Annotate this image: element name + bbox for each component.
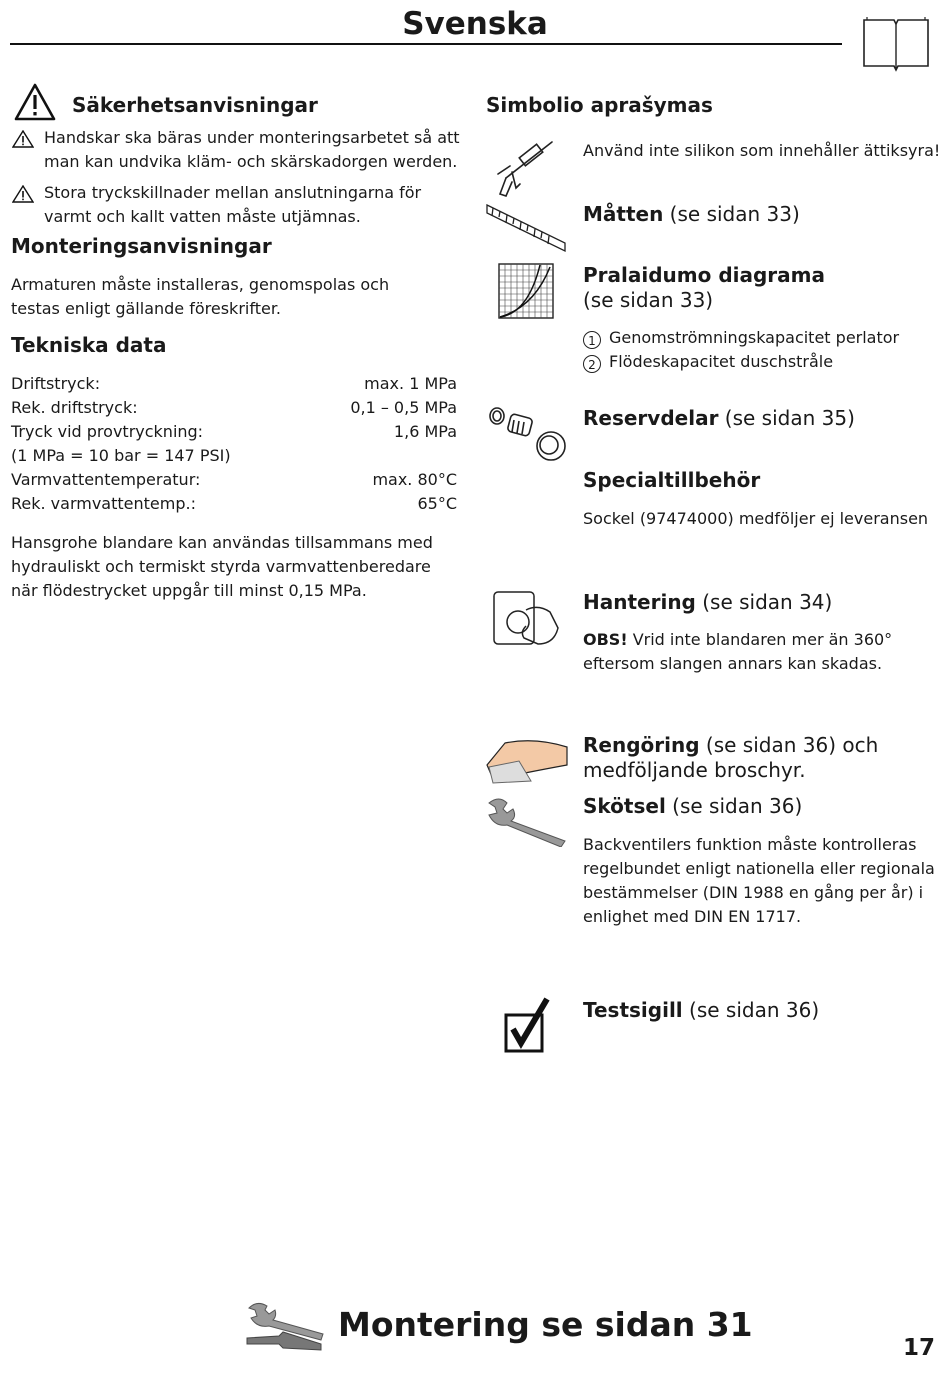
warning-small-icon — [12, 130, 34, 148]
handling-rest: (se sidan 34) — [695, 590, 833, 614]
special-heading: Specialtillbehör — [583, 468, 761, 492]
tech-row — [11, 420, 457, 444]
obs-label: OBS! — [583, 630, 628, 649]
dims-rest: (se sidan 33) — [663, 202, 800, 226]
tech-label: Driftstryck: — [11, 374, 101, 393]
tech-row — [11, 444, 457, 468]
page-number: 17 — [903, 1335, 936, 1361]
diagram-rest: (se sidan 33) — [583, 288, 714, 312]
warning-icon — [14, 83, 56, 121]
flow-diagram-icon — [498, 263, 554, 319]
parts-label — [583, 406, 855, 431]
cleaning-hand-icon — [485, 733, 569, 785]
tech-value: max. 1 MPa — [364, 374, 457, 393]
tech-label: Rek. driftstryck: — [11, 398, 138, 417]
dims-label — [583, 202, 800, 227]
diagram-item — [583, 350, 943, 374]
seal-rest: (se sidan 36) — [682, 998, 820, 1022]
tech-table — [11, 372, 457, 516]
cleaning-bold: Rengöring — [583, 733, 700, 757]
mounting-text: Armaturen måste installeras, genomspolas och testas enligt gällande föreskrifter. — [11, 275, 390, 318]
diagram-item-text: Genomströmningskapacitet perlator — [609, 328, 900, 347]
safety-item — [12, 126, 467, 174]
parts-bold: Reservdelar — [583, 406, 719, 430]
seal-label — [583, 998, 819, 1023]
handling-note — [583, 628, 928, 676]
cleaning-rest: (se sidan 36) och medföljande broschyr. — [583, 733, 879, 782]
tech-heading: Tekniska data — [11, 333, 167, 357]
silicone-text: Använd inte silikon som innehåller ättiksyra! — [583, 141, 941, 160]
special-text: Sockel (97474000) medföljer ej leveransen — [583, 509, 929, 528]
care-rest: (se sidan 36) — [665, 794, 803, 818]
spare-parts-icon — [487, 402, 569, 462]
tech-value: 0,1 – 0,5 MPa — [350, 398, 457, 417]
mounting-heading: Monteringsanvisningar — [11, 234, 272, 258]
tech-label: Rek. varmvattentemp.: — [11, 494, 196, 513]
safety-item — [12, 181, 467, 229]
safety-item-text: Handskar ska bäras under monteringsarbetet så att man kan undvika kläm- och skärskadorgen werden. — [44, 128, 460, 171]
care-label — [583, 794, 802, 819]
number-2-icon: 2 — [583, 355, 601, 373]
care-text: Backventilers funktion måste kontrolleras regelbundet enligt nationella eller regionala bestämmelser (DIN 1988 en gång per år) i enlighet med DIN EN 1717. — [583, 835, 935, 926]
page-title: Svenska — [402, 6, 548, 42]
warning-small-icon — [12, 185, 34, 203]
tech-label: Varmvattentemperatur: — [11, 470, 201, 489]
tech-row — [11, 492, 457, 516]
tech-label: (1 MPa = 10 bar = 147 PSI) — [11, 446, 231, 465]
parts-rest: (se sidan 35) — [718, 406, 855, 430]
care-bold: Skötsel — [583, 794, 666, 818]
book-icon — [862, 14, 930, 72]
silicone-gun-icon — [492, 138, 558, 198]
diagram-label — [583, 263, 923, 313]
ruler-icon — [485, 203, 569, 253]
wrench-icon — [485, 795, 569, 847]
diagram-bold: Pralaidumo diagrama — [583, 263, 826, 287]
handling-label — [583, 590, 832, 615]
hand-turning-icon — [490, 588, 562, 648]
tech-note: Hansgrohe blandare kan användas tillsammans med hydrauliskt och termiskt styrda varmvattenberedare när flödestrycket uppgår till minst 0,15 MPa. — [11, 533, 433, 600]
tech-value: max. 80°C — [372, 470, 457, 489]
cleaning-label — [583, 733, 913, 783]
handling-bold: Hantering — [583, 590, 696, 614]
title-rule — [10, 43, 842, 45]
safety-heading: Säkerhetsanvisningar — [72, 93, 318, 117]
diagram-item-text: Flödeskapacitet duschstråle — [609, 352, 834, 371]
tech-value: 65°C — [417, 494, 457, 513]
diagram-item — [583, 326, 943, 350]
safety-item-text: Stora tryckskillnader mellan anslutningarna för varmt och kallt vatten måste utjämnas. — [44, 183, 422, 226]
tech-row — [11, 372, 457, 396]
tools-icon — [243, 1298, 325, 1354]
number-1-icon: 1 — [583, 331, 601, 349]
handling-text: Vrid inte blandaren mer än 360° eftersom slangen annars kan skadas. — [583, 630, 893, 673]
tech-row — [11, 396, 457, 420]
dims-bold: Måtten — [583, 202, 664, 226]
tech-value: 1,6 MPa — [393, 422, 457, 441]
tech-row — [11, 468, 457, 492]
tech-label: Tryck vid provtryckning: — [11, 422, 204, 441]
seal-bold: Testsigill — [583, 998, 683, 1022]
footer-title: Montering se sidan 31 — [338, 1305, 753, 1344]
checkbox-checked-icon — [503, 997, 551, 1055]
symbols-heading: Simbolio aprašymas — [486, 93, 713, 117]
